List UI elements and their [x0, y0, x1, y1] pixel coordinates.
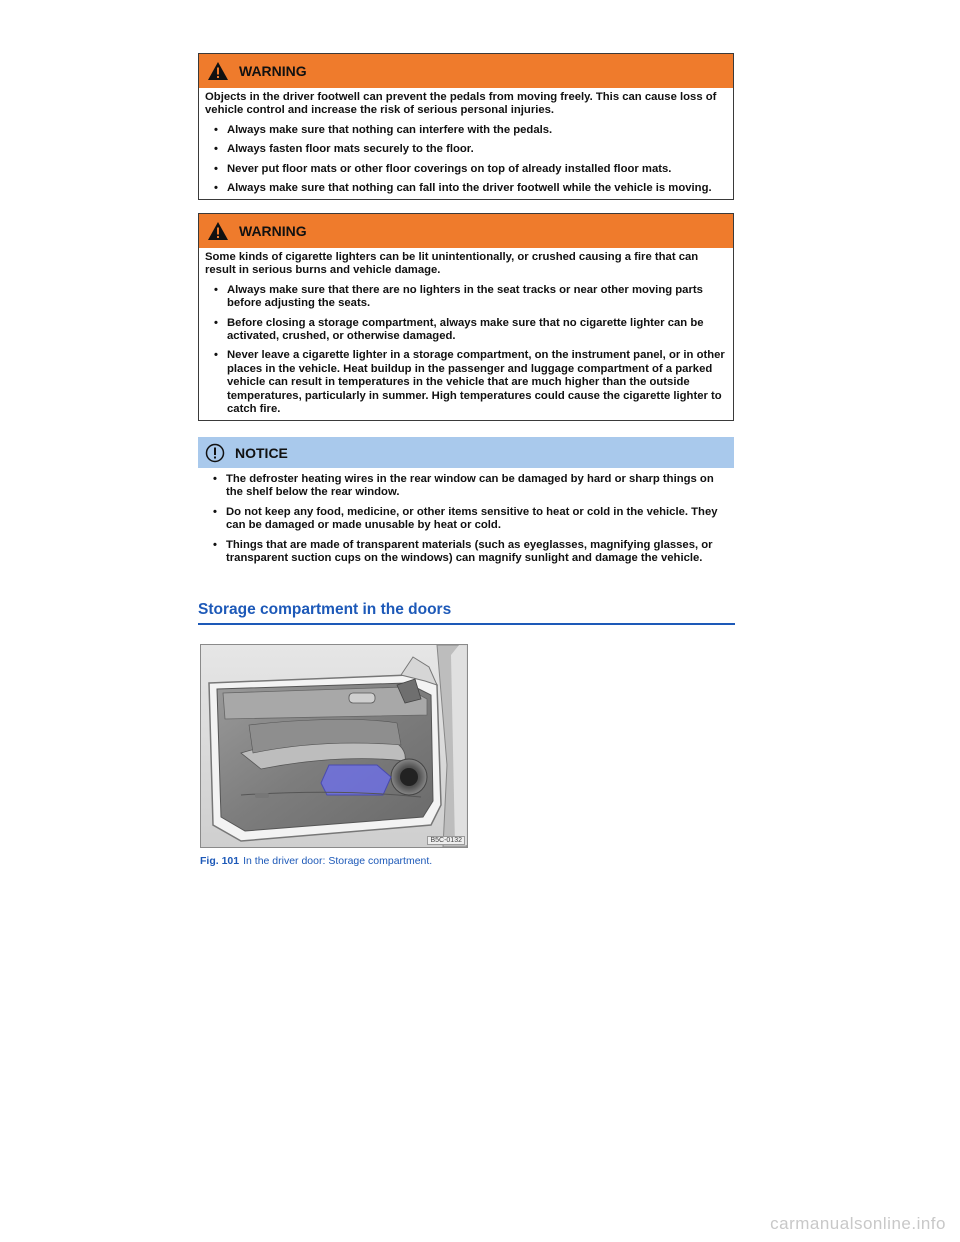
list-item: • Always make sure that nothing can interfere with the pedals.: [214, 123, 553, 136]
warning-body: [199, 88, 733, 199]
notice-label: NOTICE: [235, 444, 288, 461]
exclamation-circle-icon: [205, 443, 225, 463]
warning-body: [199, 248, 733, 420]
warning-box-lighters: [198, 213, 734, 421]
list-item: • Never leave a cigarette lighter in a storage compartment, on the instrument panel, or in other places in the vehicle. Heat buildup in the passenger and luggage compartment of a parked vehicle can result in temperatures in the vehicle that are much higher than the outside temperatures, particularly in summer. High temperatures could cause the cigarette lighter to catch fire.: [214, 349, 725, 416]
list-item: • The defroster heating wires in the rear window can be damaged by hard or sharp things on the shelf below the rear window.: [213, 473, 714, 499]
warning-intro: Some kinds of cigarette lighters can be lit unintentionally, or crushed causing a fire that can result in serious burns and vehicle damage.: [205, 251, 699, 277]
notice-body: [204, 473, 730, 571]
warning-label: WARNING: [239, 223, 307, 239]
warning-triangle-icon: [207, 221, 229, 241]
figure-code: B5C-0132: [427, 836, 465, 845]
warning-intro: Objects in the driver footwell can prevent the pedals from moving freely. This can cause loss of vehicle control and increase the risk of serious personal injuries.: [205, 91, 717, 117]
list-item: • Always fasten floor mats securely to the floor.: [214, 143, 474, 156]
list-item: • Before closing a storage compartment, always make sure that no cigarette lighter can be activated, crushed, or otherwise damaged.: [214, 316, 704, 343]
figure-caption: [200, 855, 432, 867]
warning-header: [199, 214, 733, 248]
list-item: • Do not keep any food, medicine, or other items sensitive to heat or cold in the vehicle. They can be damaged or made unusable by heat or cold.: [213, 505, 718, 532]
warning-box-pedals: [198, 53, 734, 200]
list-item: • Things that are made of transparent materials (such as eyeglasses, magnifying glasses, or transparent suction cups on the windows) can magnify sunlight and damage the vehicle.: [213, 538, 713, 565]
watermark: carmanualsonline.info: [770, 1214, 946, 1233]
warning-triangle-icon: [207, 61, 229, 81]
door-figure: [200, 644, 468, 848]
list-item: • Always make sure that nothing can fall into the driver footwell while the vehicle is moving.: [214, 182, 712, 195]
list-item: • Never put floor mats or other floor coverings on top of already installed floor mats.: [214, 162, 672, 175]
door-illustration: [201, 645, 467, 847]
figure-number: Fig. 101: [200, 855, 240, 867]
warning-header: [199, 54, 733, 88]
warning-label: WARNING: [239, 63, 307, 79]
notice-header: [198, 437, 734, 468]
figure-caption-text: In the driver door: Storage compartment.: [243, 855, 433, 867]
list-item: • Always make sure that there are no lighters in the seat tracks or near other moving parts before adjusting the seats.: [214, 283, 703, 310]
section-title: Storage compartment in the doors: [198, 601, 735, 625]
